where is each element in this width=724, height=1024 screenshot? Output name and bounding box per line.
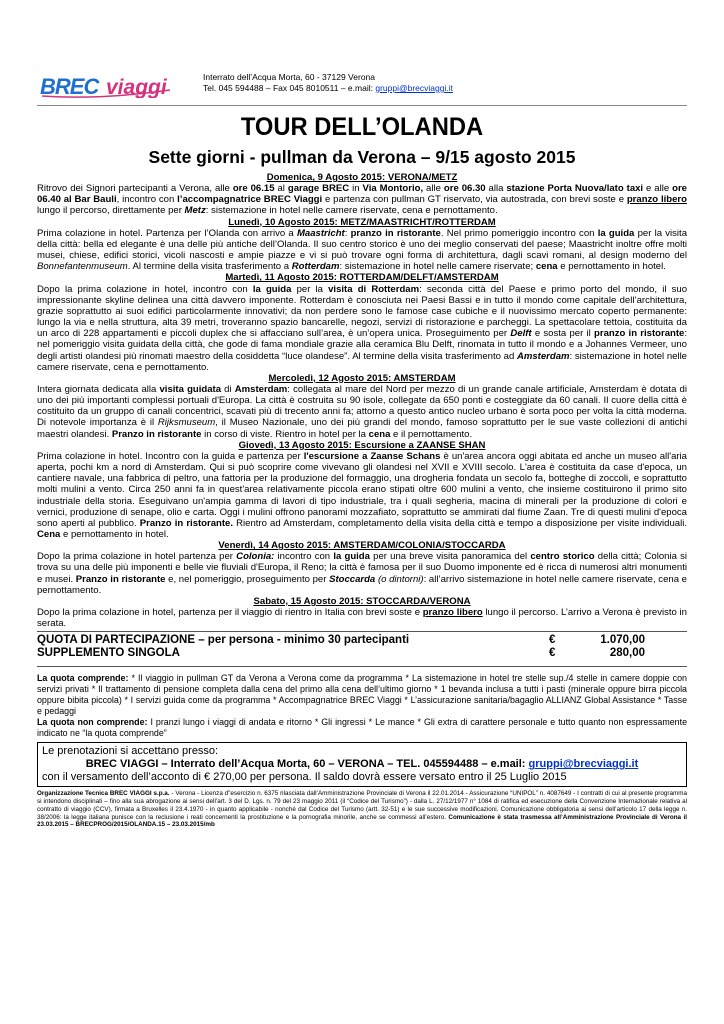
day-text-run: : [344, 227, 351, 239]
day-heading: Domenica, 9 Agosto 2015: VERONA/METZ [266, 172, 458, 183]
page-subtitle: Sette giorni - pullman da Verona – 9/15 agosto 2015 [148, 147, 576, 167]
day-text-run: . Nel primo pomeriggio incontro con [440, 227, 598, 239]
day-text-run: in corso di viste. Rientro in hotel per la [201, 428, 369, 440]
day-text-run: ore 06.15 [232, 183, 275, 195]
pricing-table [37, 634, 687, 660]
day-text-run: Prima colazione in hotel. Partenza per l’Olanda con arrivo a [37, 227, 297, 239]
day-text-run: alle [423, 183, 444, 195]
day-text-run: visita guidata [159, 383, 222, 395]
day-description [37, 551, 687, 596]
day-description [37, 228, 687, 273]
excludes-section [37, 717, 687, 739]
legal-communication: Comunicazione è stata trasmessa all’Amministrazione Provinciale di Verona il 23.03.2015 – BRECPROG/2015/OLANDA.15 – 23.03.2015/mb [37, 813, 687, 829]
day-heading: Sabato, 15 Agosto 2015: STOCCARDA/VERONA [253, 595, 471, 607]
booking-intro: Le prenotazioni si accettano presso: [42, 745, 219, 758]
day-text-run: pranzo libero [626, 194, 687, 206]
header-email-link[interactable]: gruppi@brecviaggi.it [375, 83, 453, 93]
day-text-run: ore 06.30 [443, 183, 486, 195]
day-text-run: Metz [184, 205, 206, 217]
booking-deposit: con il versamento dell’acconto di € 270,00 per persona. Il saldo dovrà essere versato entro il 25 Luglio 2015 [42, 771, 567, 784]
day-text-run: centro storico [530, 551, 595, 563]
day-text-run: e il pernottamento. [390, 428, 473, 440]
day-text-run: e, nel pomeriggio, proseguimento per [165, 573, 330, 585]
itinerary [37, 172, 687, 829]
day-text-run: lungo il percorso. L’arrivo a Verona è previsto in serata. [37, 607, 687, 630]
brec-viaggi-logo [40, 76, 190, 98]
legal-text: - Verona - Licenza d"esercizio n. 6375 rilasciata dall’Amministrazione Provinciale di Verona il 22.01.2014 - Assicurazione “UNIPOL” n. 4087649 - I contratti di cui al presente programma si intendono disciplinati – fino alla sua abrogazione ai sensi dell’art. 3 del D. Lgs. n. 79 del 23 maggio 2011 (il “Codice del Turismo”) - dalla L. 27/12/1977 n° 1084 di ratifica ed esecuzione della Convenzione Internazionale relativa al contratto di viaggio (CCV), firmata a Bruxelles il 23.4.1970 - in quanto applicabile - nonché dal Codice del Turismo (artt. 32-51) e le sue successive modificazioni. Comunicazione obbligatoria ai sensi dell’articolo 17 della legge n. 38/2006: la legge italiana punisce con la reclusione i reati concernenti la prostituzione e la pornografia minorile, anche se commessi all’estero. [37, 790, 687, 821]
day-description [37, 607, 687, 629]
day-text-run: l'escursione a Zaanse Schans [303, 450, 441, 462]
day-description [37, 183, 687, 216]
day-text-run: per la visita della città: bella ed elegante è una delle più antiche dell’Olanda. Il suo centro storico è uno dei meglio conservati del paese; Maastricht inoltre offre molti musei, chiese, edifici storici, vicoli nascosti e ampie piazze e vi si può trovare ogni forma di architettura, dagli scavi romani, al design moderno del [37, 227, 688, 262]
day-text-run: Stoccarda [329, 573, 376, 585]
day-text-run: pranzo in ristorante [350, 227, 441, 239]
includes-section [37, 673, 687, 717]
pricing-row [37, 634, 687, 647]
letterhead [37, 62, 687, 106]
pricing-divider-bottom [37, 666, 687, 667]
day-text-run: : sistemazione in hotel nelle camere riservate, cena e pernottamento. [37, 350, 687, 373]
day-heading: Giovedì, 13 Agosto 2015: Escursione a ZAANSE SHAN [238, 439, 486, 451]
day-text-run: di [221, 383, 235, 395]
day-text-run: : seconda città del Paese e primo porto del mondo, il suo impressionante skyline delinea una città davvero imponente. Rotterdam è conosciuta nei Paesi Bassi e in tutto il mondo come capitale dell’architettura, grazie soprattutto ai suoi edifici particolarmente innovativi; da non perdere sono le famose case cubiche e il nuovissimo mercato coperto permanente: lungo la via e nella struttura, alta 39 metri, troveranno spazio bancarelle, negozi, servizi di ristorazione e parcheggi. La spettacolare tettoia, costituita da un arco di 228 appartamenti e piccoli duplex che si affacciano sull’area, è un’opera unica. Proseguimento per [37, 283, 688, 340]
day-text-run: incontro con [274, 551, 334, 563]
page-title: TOUR DELL’OLANDA [240, 113, 484, 141]
day-text-run: Amsterdam [234, 383, 288, 395]
itinerary-days [37, 172, 687, 629]
day-text-run: : nel pomeriggio visita guidata della città, che gode di fama mondiale grazie alla ceramica Blu Delft, rinomata in tutto il mondo e a Johannes Vermeer, uno degli artisti olandesi più rinomati maestro della cosiddetta “luce olandese”. Al termine della visita trasferimento ad [37, 328, 687, 362]
company-contact [203, 72, 453, 94]
svg-text:BREC: BREC [40, 76, 99, 98]
company-address: Interrato dell’Acqua Morta, 60 - 37129 Verona [203, 72, 375, 82]
day-text-run: Delft [510, 328, 532, 340]
day-text-run: Intera giornata dedicata alla [37, 383, 160, 395]
day-text-run: e sosta per il [531, 328, 595, 340]
day-text-run: per la [291, 283, 329, 295]
day-text-run: Rijksmuseum [157, 417, 216, 429]
excludes-text: I pranzi lungo i viaggi di andata e ritorno * Gli ingressi * Le mance * Gli extra di carattere personale e tutto quanto non espressamente indicato ne “la quota comprende” [37, 717, 688, 739]
day-text-run: , incontro con [116, 194, 178, 206]
day-text-run: Maastricht [296, 227, 345, 239]
day-text-run: cena [368, 428, 391, 440]
day-text-run: : sistemazione in hotel nelle camere riservate; [339, 261, 536, 273]
day-heading: Mercoledì, 12 Agosto 2015: AMSTERDAM [268, 372, 456, 384]
day-text-run: la guida [252, 283, 292, 295]
pricing-label: SUPPLEMENTO SINGOLA [37, 647, 180, 660]
day-text-run: ore 06.40 al Bar Bauli [37, 183, 687, 206]
day-text-run: in [349, 183, 363, 195]
includes-label: La quota comprende: [37, 673, 129, 684]
day-text-run: e partenza con pullman GT riservato, via autostrada, con brevi soste e [322, 194, 627, 206]
pricing-amount: 280,00 [609, 647, 645, 660]
pricing-currency: € [549, 634, 556, 647]
day-text-run: al [274, 183, 288, 195]
day-text-run: e pernottamento in hotel. [60, 529, 169, 540]
day-text-run: Rotterdam [291, 261, 340, 273]
day-text-run: cena [535, 261, 558, 273]
svg-text:viaggi: viaggi [106, 76, 167, 98]
booking-box [37, 742, 687, 787]
phones-text: Tel. 045 594488 – Fax 045 8010511 – e.mail: [203, 83, 376, 93]
booking-agency [42, 758, 682, 771]
day-text-run: la guida [597, 227, 635, 239]
day-description [37, 451, 687, 540]
day-text-run: l’accompagnatrice BREC Viaggi [177, 194, 323, 206]
day-text-run: Prima colazione in hotel. Incontro con la guida e partenza per [37, 450, 304, 462]
company-phones [203, 83, 453, 94]
day-text-run: Rientro ad Amsterdam, completamento della visita della città e tempo a disposizione per visite individuali. [233, 517, 687, 529]
booking-agency-text: BREC VIAGGI – Interrato dell’Acqua Morta, 60 – VERONA – TEL. 045594488 – e.mail: [85, 758, 529, 771]
day-text-run: : all’arrivo sistemazione in hotel nelle camere riservate, cena e pernottamento. [37, 573, 687, 596]
day-text-run: : collegata al mare del Nord per mezzo di un grande canale artificiale, Amsterdam è dotata di uno dei più importanti complessi portuali d'Europa. La città è costruita su 90 isole, collegate da 650 ponti e costeggiate da 60 canali. Il cuore della città è costituito da un gruppo di canali concentrici, scavati più di trecento anni fa; attorno a questo antico nucleo urbano è sorta poco per volta la città moderna. Di notevole importanza è il [37, 383, 687, 429]
document-page [37, 62, 688, 829]
day-text-run: Colonia: [236, 551, 275, 563]
day-text-run: stazione Porta Nuova/lato taxi [506, 183, 644, 195]
day-text-run: pranzo in ristorante [594, 328, 685, 340]
header-divider [37, 105, 687, 106]
day-description [37, 284, 687, 373]
pricing-amount: 1.070,00 [600, 634, 645, 647]
day-text-run: , il Museo Nazionale, uno dei più grandi del mondo, famoso soprattutto per le sue vaste collezioni di antichi maestri olandesi. [37, 417, 687, 440]
includes-text: * Il viaggio in pullman GT da Verona a Verona come da programma * La sistemazione in hotel tre stelle sup./4 stelle in camere doppie con servizi privati * Il trattamento di pensione completa dalla cena del primo alla cena dell’ultimo giorno * 1 bevanda inclusa a tutti i pasti (minerale oppure birra piccola oppure bibita piccola) * I servizi guida come da programma * Accompagnatrice BREC Viaggi * L’assicurazione sanitaria/bagaglio ALLIANZ Global Assistance * Tasse e pedaggi [37, 673, 687, 717]
booking-email-link[interactable]: gruppi@brecviaggi.it [528, 758, 639, 771]
day-text-run: Cena [37, 529, 61, 540]
day-text-run: . Al termine della visita trasferimento a [127, 261, 292, 273]
day-text-run: Pranzo in ristorante [111, 428, 202, 440]
pricing-divider [37, 631, 687, 632]
day-text-run: alla [485, 183, 507, 195]
legal-org: Organizzazione Tecnica BREC VIAGGI s.p.a. [37, 790, 170, 798]
day-text-run: lungo il percorso, direttamente per [37, 205, 185, 217]
day-heading: Venerdì, 14 Agosto 2015: AMSTERDAM/COLONIA/STOCCARDA [218, 540, 506, 552]
day-text-run: per una breve visita panoramica del [369, 551, 531, 563]
day-text-run: visita di Rotterdam [328, 283, 420, 295]
day-description [37, 384, 687, 440]
day-heading: Lunedì, 10 Agosto 2015: METZ/MAASTRICHT/ROTTERDAM [228, 216, 496, 228]
day-text-run: (o dintorni) [377, 573, 424, 585]
day-text-run: Dopo la prima colazione in hotel, incontro con [37, 283, 253, 295]
pricing-label: QUOTA DI PARTECIPAZIONE – per persona - minimo 30 partecipanti [37, 634, 410, 647]
day-text-run: Dopo la prima colazione in hotel partenza per [37, 551, 237, 563]
pricing-currency: € [549, 647, 556, 660]
pricing-row [37, 647, 687, 660]
day-text-run: pranzo libero [422, 607, 483, 619]
day-text-run: Pranzo in ristorante [75, 573, 166, 585]
day-text-run: Ritrovo dei Signori partecipanti a Verona, alle [37, 183, 233, 195]
day-text-run: garage BREC [287, 183, 350, 195]
day-text-run: Dopo la prima colazione in hotel, partenza per il viaggio di rientro in Italia con brevi soste e [37, 607, 423, 619]
day-text-run: e pernottamento in hotel. [557, 261, 666, 273]
day-heading: Martedì, 11 Agosto 2015: ROTTERDAM/DELFT/AMSTERDAM [225, 272, 499, 284]
day-text-run: Via Montorio, [362, 183, 424, 195]
day-text-run: : sistemazione in hotel nelle camere riservate, cena e pernottamento. [205, 205, 498, 217]
excludes-label: La quota non comprende: [37, 717, 148, 728]
day-text-run: della città; Colonia si trova su una delle più imponenti e belle vie fluviali d'Europa, il Reno; la città è famosa per il suo Duomo imponente ed è ricca di numerosi altri monumenti e musei. [37, 551, 687, 585]
legal-notice [37, 790, 687, 829]
day-text-run: è un'area ancora oggi abitata ed anche un museo all'aria aperta, pochi km a nord di Amsterdam. Qui si può scoprire come vivevano gli olandesi nel XVII e XVIII secolo. L'area è costituita da case d'epoca, un cantiere navale, una fabbrica di peltro, una fattoria per la produzione del formaggio, una drogheria fondata un secolo fa, botteghe di zoccoli, e soprattutto molti mulini a vento. Circa 250 anni fa in quest'area relativamente piccola erano stipati oltre 600 mulini a vento, che insieme costituirono il primo sito industriale della storia. Eseguivano un'ampia gamma di lavori di tipo industriale, tra i quali segheria, macina di minerali per la produzione di colori e vernici, produzione di senape, olio e carta. Oggi i mulini offrono panorami mozzafiato, soprattutto se ammirati dal fiume Zaan. Tre di questi mulini d'epoca sono aperti al pubblico. [37, 450, 687, 529]
day-text-run: Amsterdam [516, 350, 570, 362]
day-text-run: Pranzo in ristorante. [139, 517, 234, 529]
day-text-run: e alle [643, 183, 673, 195]
day-text-run: Bonnefantenmuseum [37, 261, 128, 273]
day-text-run: la guida [333, 551, 370, 563]
